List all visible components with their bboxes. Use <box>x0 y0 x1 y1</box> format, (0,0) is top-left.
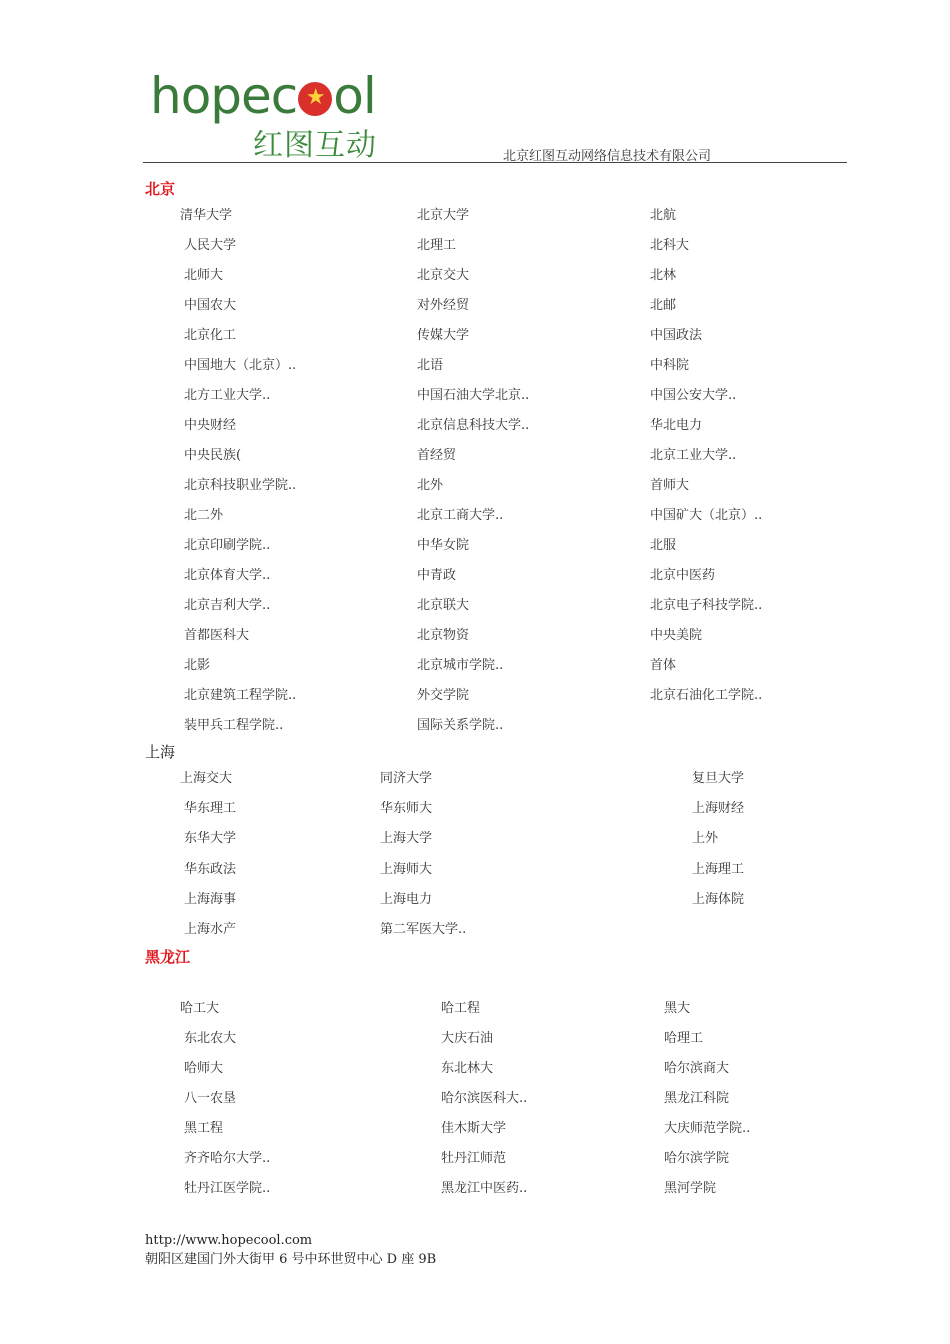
university-name: 东北林大 <box>441 1061 494 1076</box>
university-name: 首师大 <box>650 478 690 493</box>
university-name: 北京建筑工程学院.. <box>184 688 297 703</box>
section-title: 北京 <box>145 180 176 198</box>
footer-url: http://www.hopecool.com <box>145 1233 313 1248</box>
university-name: 北师大 <box>184 268 224 283</box>
university-name: 东北农大 <box>184 1031 237 1046</box>
university-name: 黑河学院 <box>664 1181 717 1196</box>
university-name: 黑龙江中医药.. <box>441 1181 528 1196</box>
university-name: 北京信息科技大学.. <box>417 418 530 433</box>
university-name: 第二军医大学.. <box>380 922 467 937</box>
header-divider <box>143 162 847 163</box>
university-name: 北方工业大学.. <box>184 388 271 403</box>
university-name: 上海体院 <box>692 891 745 907</box>
hopecool-logo <box>150 67 390 163</box>
university-name: 八一农垦 <box>184 1091 237 1106</box>
university-name: 中央财经 <box>184 418 237 433</box>
university-name: 北京工业大学.. <box>650 448 737 463</box>
university-name: 北京联大 <box>417 598 470 613</box>
university-name: 北二外 <box>184 508 224 523</box>
university-name: 大庆石油 <box>441 1031 494 1046</box>
university-name: 华北电力 <box>650 418 703 433</box>
university-name: 华东理工 <box>184 801 237 817</box>
university-name: 中国公安大学.. <box>650 388 737 403</box>
university-name: 哈师大 <box>184 1061 224 1076</box>
university-name: 大庆师范学院.. <box>664 1121 751 1136</box>
university-name: 华东政法 <box>184 861 237 877</box>
university-name: 清华大学 <box>180 208 233 223</box>
university-name: 齐齐哈尔大学.. <box>184 1151 271 1166</box>
university-name: 上外 <box>692 831 719 847</box>
university-name: 哈工程 <box>441 1001 481 1016</box>
university-name: 中国石油大学北京.. <box>417 388 530 403</box>
university-name: 北京科技职业学院.. <box>184 478 297 493</box>
university-name: 北京物资 <box>417 628 470 643</box>
university-name: 对外经贸 <box>417 298 470 313</box>
university-name: 中华女院 <box>417 538 470 553</box>
university-name: 中国矿大（北京）.. <box>650 508 763 523</box>
university-name: 中国政法 <box>650 328 703 343</box>
university-name: 华东师大 <box>380 801 433 817</box>
university-name: 外交学院 <box>417 688 470 703</box>
university-name: 哈尔滨学院 <box>664 1151 730 1166</box>
university-name: 首体 <box>650 658 677 673</box>
university-name: 传媒大学 <box>417 328 470 343</box>
university-name: 北京城市学院.. <box>417 658 504 673</box>
university-name: 中央民族( <box>184 448 242 463</box>
university-name: 同济大学 <box>380 771 433 786</box>
university-name: 北京大学 <box>417 208 470 223</box>
university-name: 哈理工 <box>664 1031 704 1046</box>
logo-wordmark: hopec★ ol <box>150 68 376 124</box>
university-name: 国际关系学院.. <box>417 718 504 733</box>
section-title: 黑龙江 <box>145 948 191 966</box>
university-name: 北京电子科技学院.. <box>650 598 763 613</box>
footer-address: 朝阳区建国门外大街甲 6 号中环世贸中心 D 座 9B <box>145 1252 437 1267</box>
university-name: 中国地大（北京）.. <box>184 358 297 373</box>
university-name: 北京中医药 <box>650 568 716 583</box>
university-name: 北京化工 <box>184 328 237 343</box>
university-name: 佳木斯大学 <box>441 1121 507 1136</box>
university-name: 北京交大 <box>417 268 470 283</box>
university-name: 上海水产 <box>184 922 237 937</box>
university-name: 北京工商大学.. <box>417 508 504 523</box>
university-name: 牡丹江医学院.. <box>184 1181 271 1196</box>
logo-star-icon <box>298 82 332 116</box>
university-name: 北林 <box>650 268 677 283</box>
university-name: 上海理工 <box>692 861 745 877</box>
university-name: 北理工 <box>417 238 457 253</box>
university-name: 黑大 <box>664 1001 691 1016</box>
logo-subtitle: 红图互动 <box>253 128 377 163</box>
university-name: 中科院 <box>650 358 690 373</box>
university-name: 黑工程 <box>184 1121 224 1136</box>
university-name: 哈尔滨医科大.. <box>441 1091 528 1106</box>
university-name: 中国农大 <box>184 298 237 313</box>
university-name: 中央美院 <box>650 628 703 643</box>
university-name: 人民大学 <box>184 238 237 253</box>
university-name: 北京印刷学院.. <box>184 538 271 553</box>
university-name: 首都医科大 <box>184 628 250 643</box>
section-title: 上海 <box>145 743 176 761</box>
university-name: 复旦大学 <box>692 771 745 786</box>
university-name: 上海海事 <box>184 891 237 907</box>
university-name: 中青政 <box>417 568 457 583</box>
university-name: 哈尔滨商大 <box>664 1061 730 1076</box>
company-name: 北京红图互动网络信息技术有限公司 <box>503 149 712 164</box>
university-name: 北邮 <box>650 298 677 313</box>
university-name: 首经贸 <box>417 448 457 463</box>
university-name: 北外 <box>417 478 444 493</box>
university-name: 上海师大 <box>380 861 433 877</box>
university-name: 上海大学 <box>380 831 433 847</box>
university-name: 牡丹江师范 <box>441 1151 507 1166</box>
university-name: 装甲兵工程学院.. <box>184 718 284 733</box>
university-name: 北服 <box>650 538 677 553</box>
university-name: 上海交大 <box>180 771 233 786</box>
university-name: 北京吉利大学.. <box>184 598 271 613</box>
university-name: 上海财经 <box>692 801 745 817</box>
university-name: 上海电力 <box>380 891 433 907</box>
university-name: 北科大 <box>650 238 690 253</box>
university-name: 北京石油化工学院.. <box>650 688 763 703</box>
university-name: 北语 <box>417 358 444 373</box>
university-name: 北影 <box>184 658 211 673</box>
university-name: 黑龙江科院 <box>664 1091 730 1106</box>
university-name: 哈工大 <box>180 1001 220 1016</box>
university-name: 北京体育大学.. <box>184 568 271 583</box>
university-name: 北航 <box>650 208 677 223</box>
university-name: 东华大学 <box>184 831 237 847</box>
